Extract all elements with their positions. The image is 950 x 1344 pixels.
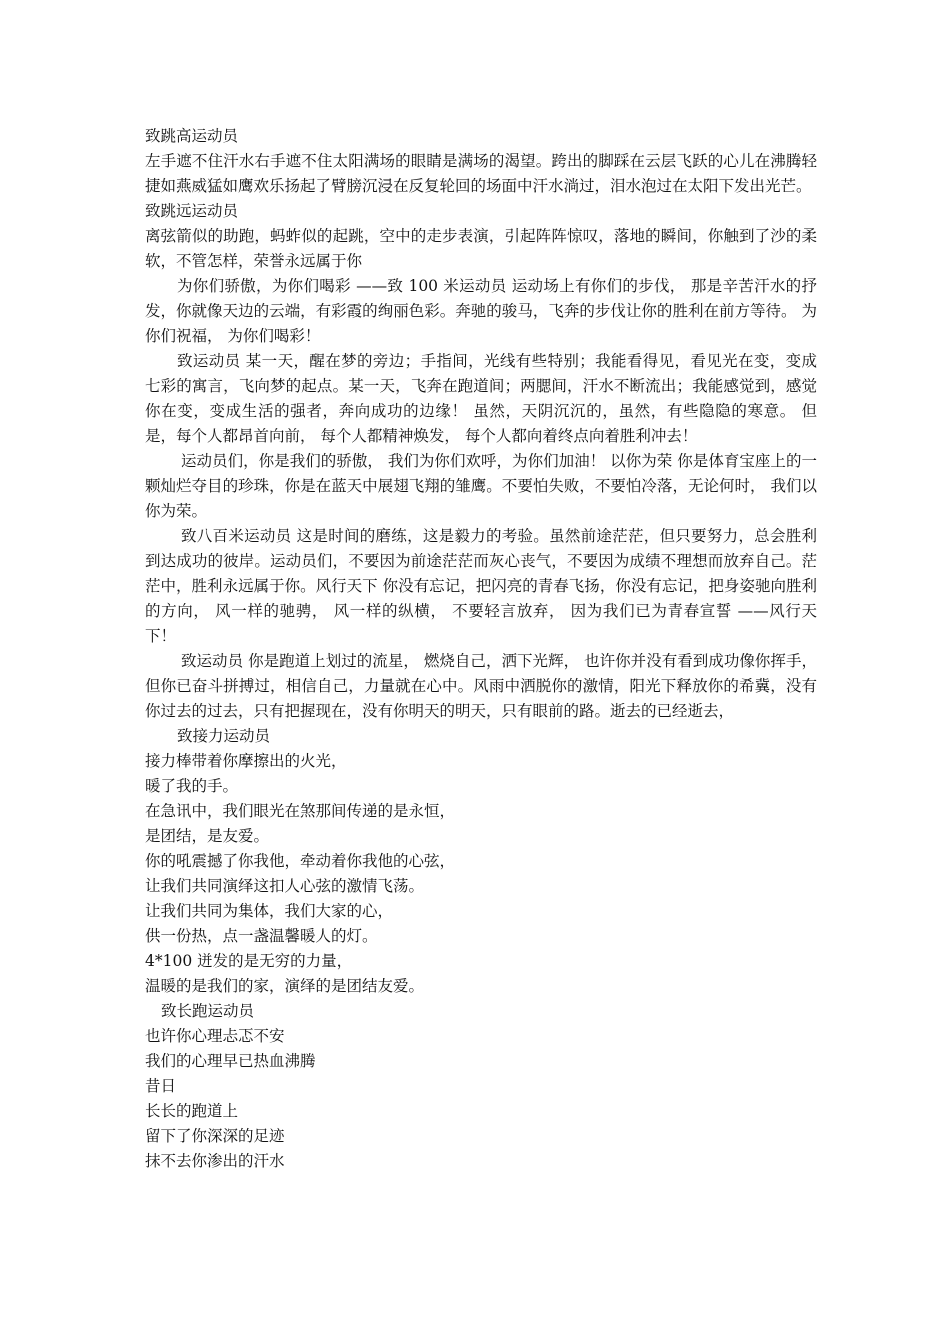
document-page [145,124,817,1174]
long-distance-line: 昔日 [145,1077,177,1095]
long-distance-line: 长长的跑道上 [145,1102,239,1120]
long-distance-title: 致长跑运动员 [161,1002,255,1020]
athletes-meteor-paragraph: 致运动员 你是跑道上划过的流星， 燃烧自己，洒下光辉， 也许你并没有看到成功像你挥手，但你已奋斗拼搏过，相信自己，力量就在心中。风雨中洒脱你的激情，阳光下释放你的希冀，没有你过去的过去，只有把握现在，没有你明天的明天，只有眼前的路。逝去的已经逝去， [145,652,817,720]
athletes-pride-paragraph: 运动员们，你是我们的骄傲， 我们为你们欢呼，为你们加油！ 以你为荣 你是体育宝座上的一颗灿烂夺目的珍珠，你是在蓝天中展翅飞翔的雏鹰。不要怕失败，不要怕冷落，无论何时， 我们以你为荣。 [145,452,817,520]
relay-line: 暖了我的手。 [145,777,239,795]
high-jump-body: 左手遮不住汗水右手遮不住太阳满场的眼睛是满场的渴望。跨出的脚踩在云层飞跃的心儿在沸腾轻捷如燕威猛如鹰欢乐扬起了臂膀沉浸在反复轮回的场面中汗水淌过，泪水泡过在太阳下发出光芒。 [145,152,817,195]
sprint-100m-paragraph: 为你们骄傲，为你们喝彩 ——致 100 米运动员 运动场上有你们的步伐， 那是辛苦汗水的抒发，你就像天边的云端，有彩霞的绚丽色彩。奔驰的骏马，飞奔的步伐让你的胜利在前方等待。 为你们祝福， 为你们喝彩！ [145,277,817,345]
run-800m-paragraph: 致八百米运动员 这是时间的磨练，这是毅力的考验。虽然前途茫茫，但只要努力，总会胜利到达成功的彼岸。运动员们，不要因为前途茫茫而灰心丧气，不要因为成绩不理想而放弃自己。茫茫中，胜利永远属于你。风行天下 你没有忘记，把闪亮的青春飞扬，你没有忘记，把身姿驰向胜利的方向， 风一样的驰骋， 风一样的纵横， 不要轻言放弃， 因为我们已为青春宣誓 ——风行天下！ [145,527,817,645]
relay-line: 在急讯中，我们眼光在煞那间传递的是永恒， [145,802,456,820]
relay-line: 让我们共同演绎这扣人心弦的激情飞荡。 [145,877,425,895]
relay-line: 你的吼震撼了你我他，牵动着你我他的心弦， [145,852,456,870]
relay-line: 4*100 迸发的是无穷的力量， [145,952,353,970]
relay-line: 让我们共同为集体，我们大家的心， [145,902,394,920]
athletes-dream-paragraph: 致运动员 某一天，醒在梦的旁边；手指间，光线有些特别；我能看得见，看见光在变，变成七彩的寓言，飞向梦的起点。某一天，飞奔在跑道间；两腮间，汗水不断流出；我能感觉到，感觉你在变，变成生活的强者，奔向成功的边缘！ 虽然，天阴沉沉的，虽然，有些隐隐的寒意。 但是，每个人都昂首向前， 每个人都精神焕发， 每个人都向着终点向着胜利冲去！ [145,352,817,445]
long-distance-line: 我们的心理早已热血沸腾 [145,1052,316,1070]
relay-line: 接力棒带着你摩擦出的火光， [145,752,347,770]
high-jump-title: 致跳高运动员 [145,127,239,145]
long-distance-line: 也许你心理忐忑不安 [145,1027,285,1045]
relay-line: 供一份热，点一盏温馨暖人的灯。 [145,927,378,945]
long-jump-title: 致跳远运动员 [145,202,239,220]
long-jump-body: 离弦箭似的助跑，蚂蚱似的起跳，空中的走步表演，引起阵阵惊叹，落地的瞬间，你触到了沙的柔软，不管怎样，荣誉永远属于你 [145,227,817,270]
relay-title: 致接力运动员 [177,727,271,745]
relay-line: 温暖的是我们的家，演绎的是团结友爱。 [145,977,425,995]
long-distance-line: 留下了你深深的足迹 [145,1127,285,1145]
long-distance-line: 抹不去你渗出的汗水 [145,1152,285,1170]
relay-line: 是团结，是友爱。 [145,827,270,845]
